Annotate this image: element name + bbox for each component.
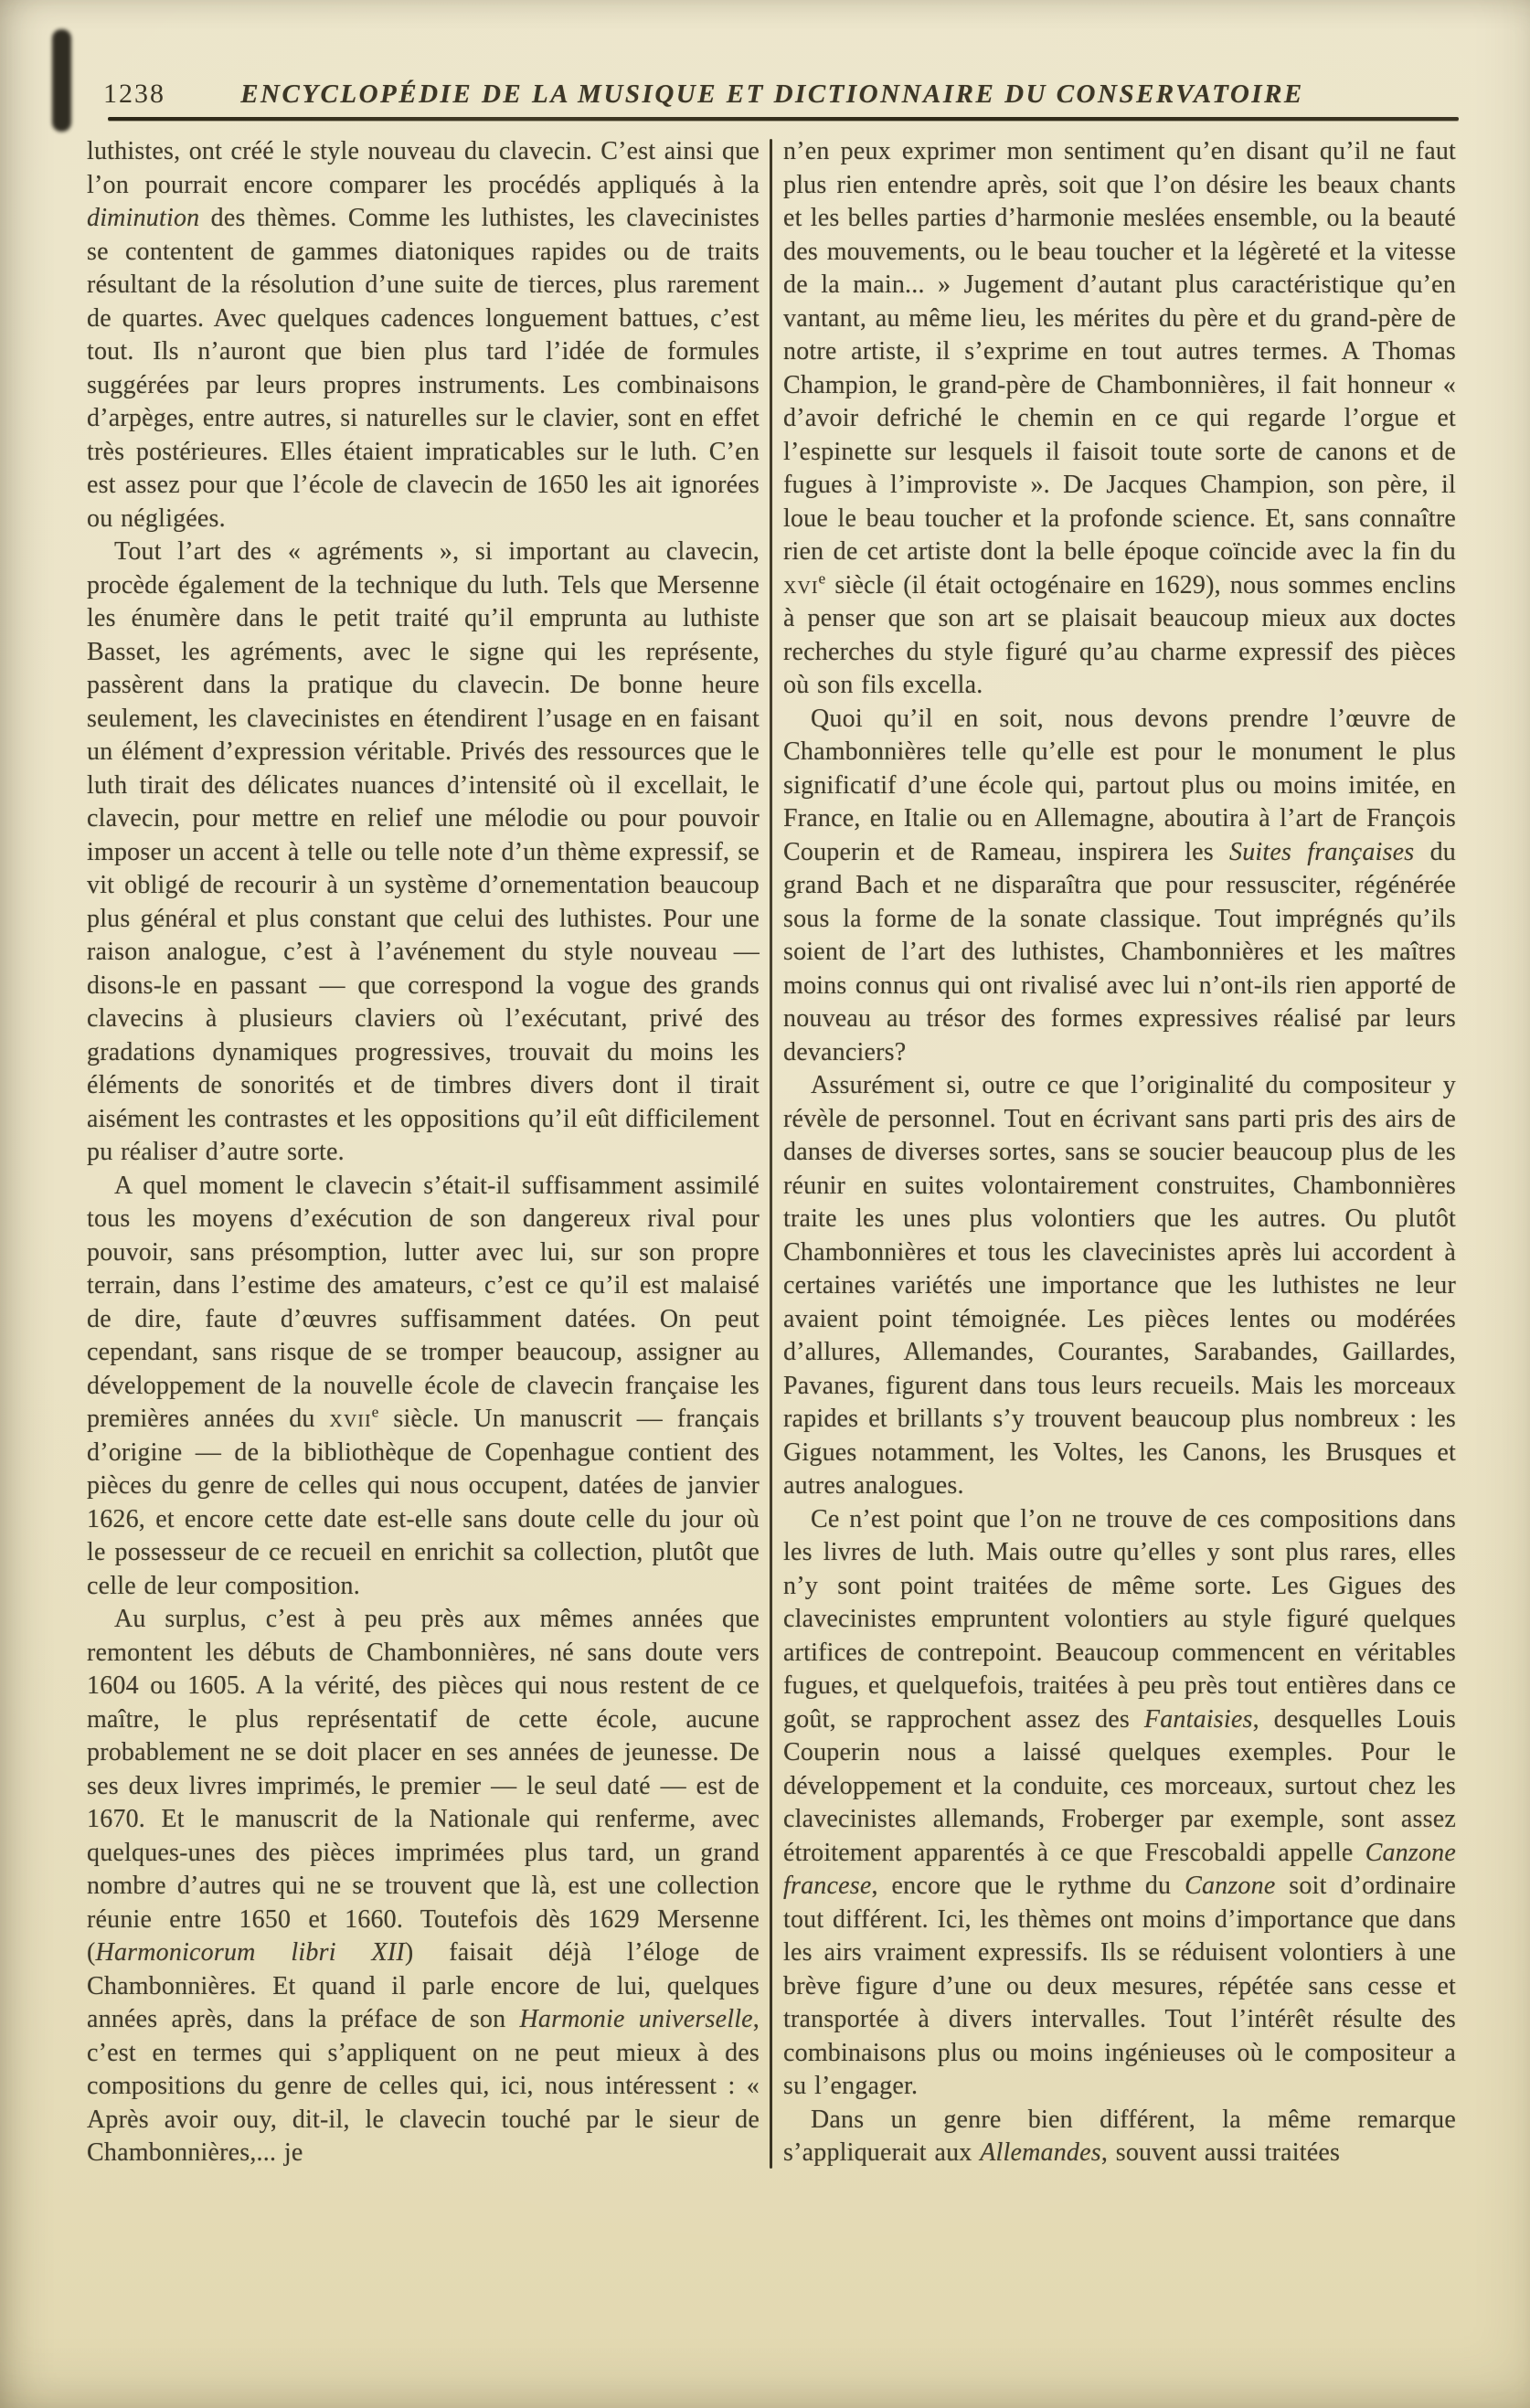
text-segment: du grand Bach et ne disparaîtra que pour ressusciter, régénérée sous la forme de la sonate classique. Tout imprégnés qu’ils soient de l’art des luthistes, Chambonnières et les maîtres moins connus qui ont rivalisé avec lui n’ont-ils rien apporté de nouveau au trésor des formes expressives réalisé par leurs devanciers? — [783, 837, 1457, 1066]
running-title: ENCYCLOPÉDIE DE LA MUSIQUE ET DICTIONNAIRE DU CONSERVATOIRE — [240, 80, 1304, 109]
text-segment: , c’est en termes qui s’appliquent on ne peut mieux à des compositions du genre de celles qui, ici, nous intéressent : « Après avoir ouy, dit-il, le clavecin touché par le sieur de Chambonnières,... je — [87, 2005, 760, 2167]
text-segment: A quel moment le clavecin s’était-il suffisamment assimilé tous les moyens d’exécution de son dangereux rival pour pouvoir, sans présomption, lutter avec lui, sur son propre terrain, dans l’estime des amateurs, c’est ce qu’il est malaisé de dire, faute d’œuvres suffisamment datées. On peut cependant, sans risque de se tromper beaucoup, assigner au développement de la nouvelle école de clavecin française les premières années du — [87, 1171, 760, 1433]
paragraph — [783, 2104, 1456, 2170]
paragraph — [87, 135, 760, 536]
page-number: 1238 — [103, 79, 165, 109]
column-divider — [770, 139, 772, 2169]
scan-artifact — [52, 29, 71, 132]
text-segment: n’en peux exprimer mon sentiment qu’en disant qu’il ne faut plus rien entendre après, soit que l’on désire les beaux chants et les belles parties d’harmonie meslées ensemble, ou la beauté des mouvements, ou le beau toucher et la légèreté et la vitesse de la main... » Jugement d’autant plus caractéristique qu’en vantant, au même lieu, les mérites du père et du grand-père de notre artiste, il s’exprime en tout autres termes. A Thomas Champion, le grand-père de Chambonnières, il fait honneur « d’avoir defriché le chemin en ce qui regarde l’orgue et l’espinette sur lesquels il faisoit toute sorte de canons et de fugues à l’improviste ». De Jacques Champion, son père, il loue le beau toucher et la profonde science. Et, sans connaître rien de cet artiste dont la belle époque coïncide avec la fin du — [783, 137, 1456, 566]
left-column — [87, 135, 760, 2170]
paragraph — [783, 1069, 1456, 1503]
text-segment: Au surplus, c’est à peu près aux mêmes années que remontent les débuts de Chambonnières, né sans doute vers 1604 ou 1605. A la vérité, des pièces qui nous restent de ce maître, le plus représentatif de cette école, aucune probablement ne se doit placer en ses années de jeunesse. De ses deux livres imprimés, le premier — le seul daté — est de 1670. Et le manuscrit de la Nationale qui renferme, avec quelques-unes des pièces imprimées plus tard, un grand nombre d’autres qui ne se trouvent que là, est une collection réunie entre 1650 et 1660. Toutefois dès 1629 Mersenne ( — [87, 1605, 760, 1967]
text-segment: soit d’ordinaire tout différent. Ici, les thèmes ont moins d’importance que dans les airs vraiment expressifs. Ils se réduisent volontiers à une brève figure d’une ou deux mesures, répétée sans cesse et transportée à divers intervalles. Tout l’intérêt résulte des combinaisons plus ou moins ingénieuses où le compositeur a su l’engager. — [783, 1872, 1456, 2100]
text-segment: , desquelles Louis Couperin nous a laissé quelques exemples. Pour le développement et la conduite, ces morceaux, surtout chez les clavecinistes allemands, Froberger par exemple, sont assez étroitement apparentés à ce que Frescobaldi appelle — [783, 1704, 1457, 1867]
paragraph — [87, 1170, 760, 1604]
text-segment: , encore que le rythme du — [871, 1872, 1185, 1900]
text-segment-i: Fantaisies — [1143, 1704, 1253, 1734]
paragraph — [783, 135, 1456, 703]
text-segment: Dans un genre bien différent, la même remarque s’appliquerait aux — [783, 2105, 1456, 2167]
text-segment-i: Canzone — [1185, 1872, 1276, 1900]
text-segment-i: Canzone francese — [783, 1838, 1456, 1900]
text-segment: siècle. Un manuscrit — français d’origine — de la bibliothèque de Copenhague contient des pièces du genre de celles qui nous occupent, datées de janvier 1626, et encore cette date est-elle sans doute celle du jour où le possesseur de ce recueil en enrichit sa collection, plutôt que celle de leur composition. — [87, 1405, 760, 1600]
text-segment-i: Suites françaises — [1229, 837, 1415, 866]
text-segment: Ce n’est point que l’on ne trouve de ces compositions dans les livres de luth. Mais outre qu’elles y sont plus rares, elles n’y sont point traitées de même sorte. Les Gigues des clavecinistes empruntent volontiers au style figuré quelques artifices de contrepoint. Beaucoup commencent en véritables fugues, et quelquefois, traitées à peu près tout entières dans ce goût, se rapprochent assez des — [783, 1504, 1456, 1734]
text-segment: Tout l’art des « agréments », si important au clavecin, procède également de la technique du luth. Tels que Mersenne les énumère dans le petit traité qu’il emprunta au luthiste Basset, les agréments, avec le signe qui les représente, passèrent dans la pratique du clavecin. De bonne heure seulement, les clavecinistes en étendirent l’usage en en faisant un élément d’expression véritable. Privés des ressources que le luth tirait des délicates nuances d’intensité où il excellait, le clavecin, pour mettre en relief une mélodie ou pour pouvoir imposer un accent à telle ou telle note d’un thème expressif, se vit obligé de recourir à un système d’ornementation beaucoup plus général et plus constant que celui des luthistes. Pour une raison analogue, c’est à l’avénement du style nouveau — disons-le en passant — que correspond la vogue des grands clavecins à plusieurs claviers où l’exécutant, privé des gradations dynamiques progressives, trouvait du moins les éléments de sonorités et de timbres divers dont il tirait aisément les contrastes et les oppositions qu’il eût difficilement pu réaliser d’autre sorte. — [87, 537, 760, 1166]
text-columns — [87, 135, 1460, 2170]
text-segment: , souvent aussi traitées — [1100, 2138, 1341, 2167]
text-segment-i: Allemandes — [980, 2138, 1101, 2167]
text-segment: luthistes, ont créé le style nouveau du clavecin. C’est ainsi que l’on pourrait encore comparer les procédés appliqués à la — [87, 137, 760, 199]
text-segment-i: Harmonie universelle — [519, 2005, 753, 2033]
text-segment: Assurément si, outre ce que l’originalité du compositeur y révèle de personnel. Tout en écrivant sans parti pris des airs de danses de diverses sortes, sans se soucier beaucoup plus de les réunir en suites volontairement construites, Chambonnières traite les unes plus volontiers que les autres. Ou plutôt Chambonnières et tous les clavecinistes après lui accordent à certaines variétés une importance que les luthistes ne leur avaient point témoignée. Les pièces lentes ou modérées d’allures, Allemandes, Courantes, Sarabandes, Gaillardes, Pavanes, figurent dans tous leurs recueils. Mais les morceaux rapides et brillants s’y trouvent beaucoup plus nombreux : les Gigues notamment, les Voltes, les Canons, les Brusques et autres analogues. — [783, 1071, 1456, 1500]
right-column — [783, 135, 1456, 2170]
text-segment: Quoi qu’il en soit, nous devons prendre l’œuvre de Chambonnières telle qu’elle est pour le monument le plus significatif d’une école qui, partout plus ou moins imitée, en France, en Italie ou en Allemagne, aboutira à l’art de François Couperin et de Rameau, inspirera les — [783, 704, 1456, 866]
paragraph — [87, 1603, 760, 2170]
text-segment-i: diminution — [87, 204, 200, 232]
paragraph — [87, 536, 760, 1170]
text-segment-sc: xvii — [329, 1405, 372, 1433]
text-segment-i: Harmonicorum libri XII — [95, 1938, 405, 1967]
text-segment-sup: e — [371, 1403, 379, 1421]
text-segment: des thèmes. Comme les luthistes, les clavecinistes se contentent de gammes diatoniques rapides ou de traits résultant de la résolution d’une suite de tierces, plus rarement de quartes. Avec quelques cadences longuement battues, c’est tout. Ils n’auront que bien plus tard l’idée de formules suggérées par leurs propres instruments. Les combinaisons d’arpèges, entre autres, si naturelles sur le clavier, sont en effet très postérieures. Elles étaient impraticables sur le luth. C’en est assez pour que l’école de clavecin de 1650 les ait ignorées ou négligées. — [87, 204, 760, 533]
page-header — [87, 69, 1458, 110]
text-segment: ) faisait déjà l’éloge de Chambonnières. Et quand il parle encore de lui, quelques années après, dans la préface de son — [87, 1938, 760, 2033]
text-segment-sup: e — [818, 569, 826, 588]
header-rule — [108, 117, 1459, 121]
text-segment-sc: xvi — [783, 570, 819, 599]
paragraph — [783, 703, 1456, 1070]
text-segment: siècle (il était octogénaire en 1629), nous sommes enclins à penser que son art se plaisait beaucoup mieux aux doctes recherches du style figuré qu’au charme expressif des pièces où son fils excella. — [783, 570, 1456, 699]
paragraph — [783, 1503, 1456, 2104]
